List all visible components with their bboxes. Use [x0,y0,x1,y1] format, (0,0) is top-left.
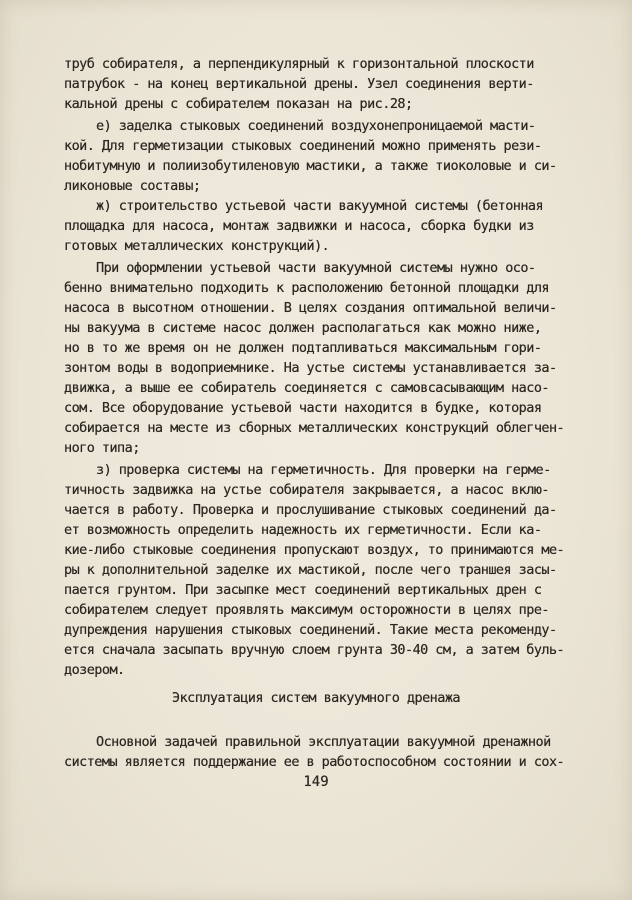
text-line: труб собирателя, а перпендикулярный к горизонтальной плоскости [64,56,534,72]
text-line: системы является поддержание ее в работоспособном состоянии и сох- [64,754,565,770]
text-line: ж) строительство устьевой части вакуумной системы (бетонная [96,198,544,214]
text-line: площадка для насоса, монтаж задвижки и насоса, сборка будки из [64,218,534,234]
text-line: собирателем следует проявлять максимум осторожности в целях пре- [64,602,549,618]
text-line: ны вакуума в системе насос должен располагаться как можно ниже, [64,320,542,336]
text-line: но в то же время он не должен подтапливаться максимальным гори- [64,340,542,356]
text-line: ется сначала засыпать вручную слоем грунта 30-40 см, а затем буль- [64,642,565,658]
text-line: ликоновые составы; [64,178,201,194]
text-line: зонтом воды в водоприемнике. На устье системы устанавливается за- [64,360,557,376]
text-line: сом. Все оборудование устьевой части находится в будке, которая [64,400,542,416]
text-line: нобитумную и полиизобутиленовую мастики, а также тиоколовые и си- [64,158,557,174]
text-line: кие-либо стыковые соединения пропускают воздух, то принимаются ме- [64,542,565,558]
text-line: бенно внимательно подходить к расположению бетонной площадки для [64,280,549,296]
text-line: насоса в высотном отношении. В целях создания оптимальной величи- [64,300,557,316]
text-line: ры к дополнительной заделке их мастикой, после чего траншея засы- [64,562,557,578]
text-line: При оформлении устьевой части вакуумной системы нужно осо- [96,260,536,276]
text-line: чается в работу. Проверка и прослушивание стыковых соединений да- [64,502,557,518]
page-number: 149 [303,774,329,790]
text-line: дупреждения нарушения стыковых соединений. Такие места рекоменду- [64,622,557,638]
text-line: дозером. [64,662,125,678]
text-line: кой. Для герметизации стыковых соединений можно применять рези- [64,138,542,154]
text-line: тичность задвижка на устье собирателя закрывается, а насос вклю- [64,482,549,498]
text-line: ет возможность определить надежность их герметичности. Если ка- [64,522,542,538]
text-line: е) заделка стыковых соединений воздухонепроницаемой масти- [96,118,536,134]
text-line: Основной задачей правильной эксплуатации вакуумной дренажной [96,734,551,750]
text-line: з) проверка системы на герметичность. Для проверки на герме- [96,462,551,478]
section-heading: Эксплуатация систем вакуумного дренажа [172,690,460,706]
text-line: патрубок - на конец вертикальной дрены. Узел соединения верти- [64,76,534,92]
text-line: пается грунтом. При засыпке мест соединений вертикальных дрен с [64,582,542,598]
text-line: ного типа; [64,440,140,456]
text-line: готовых металлических конструкций). [64,238,330,254]
text-line: движка, а выше ее собиратель соединяется с самовсасывающим насо- [64,380,549,396]
text-line: собирается на месте из сборных металлических конструкций облегчен- [64,420,565,436]
text-line: кальной дрены с собирателем показан на рис.28; [64,96,413,112]
